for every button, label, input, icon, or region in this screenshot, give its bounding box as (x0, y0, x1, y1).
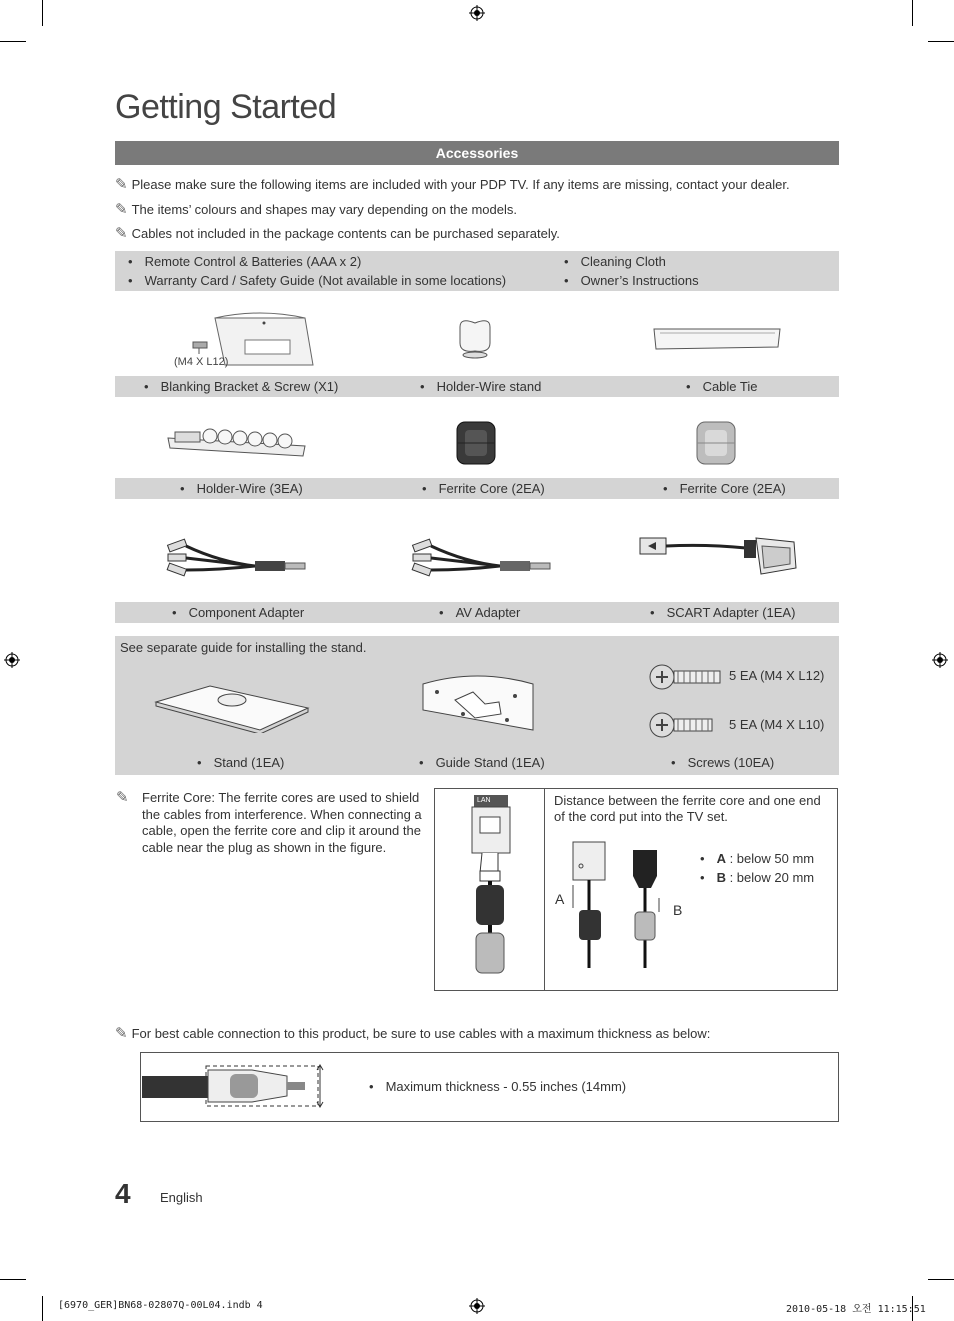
footer-date: 2010-05-18 오전 11:15:51 (786, 1304, 926, 1315)
note-2: ✎ The items’ colours and shapes may vary depending on the models. (115, 201, 517, 218)
spec-a: • A : below 50 mm (700, 851, 814, 866)
scart-adapter-image (636, 528, 801, 580)
crop-mark (0, 1279, 26, 1280)
list-item: • Cleaning Cloth (564, 254, 666, 269)
note-1: ✎ Please make sure the following items are included with your PDP TV. If any items are missing, contact your dealer. (115, 176, 790, 193)
av-adapter-image (405, 532, 555, 580)
registration-mark-icon (932, 652, 948, 668)
item-caption: • Stand (1EA) (197, 755, 284, 770)
stand-note: See separate guide for installing the stand. (120, 640, 367, 655)
cable-note: ✎ For best cable connection to this product, be sure to use cables with a maximum thickness as below: (115, 1025, 711, 1042)
registration-mark-icon (469, 5, 485, 21)
crop-mark (928, 1279, 954, 1280)
distance-text: Distance between the ferrite core and one end of the cord put into the TV set. (554, 793, 821, 824)
page-number: 4 (115, 1178, 131, 1209)
pencil-note-icon: ✎ (115, 201, 128, 218)
ferrite-note: Ferrite Core: The ferrite cores are used to shield the cables from interference. When connecting a cable, open the ferrite core and clip it around the cable near the plug as shown in the figure. (142, 790, 422, 855)
item-caption: • Ferrite Core (2EA) (663, 481, 786, 496)
crop-mark (912, 0, 913, 26)
crop-mark (0, 41, 26, 42)
lan-label: LAN (477, 797, 491, 804)
stand-image (150, 678, 315, 733)
ferrite-core-black-image (453, 418, 499, 468)
screw-l10-label: 5 EA (M4 X L10) (729, 717, 825, 732)
pencil-note-icon: ✎ (116, 789, 129, 806)
item-caption: • Holder-Wire stand (420, 379, 541, 394)
pencil-note-icon: ✎ (115, 176, 128, 193)
screw-l12-label: 5 EA (M4 X L12) (729, 668, 825, 683)
holder-wire-stand-image (450, 315, 500, 360)
item-caption: • Cable Tie (686, 379, 757, 394)
registration-mark-icon (469, 1298, 485, 1314)
footer-file: [6970_GER]BN68-02807Q-00L04.indb 4 (58, 1300, 263, 1311)
section-heading: Accessories (115, 141, 839, 165)
cable-plug-image (142, 1062, 332, 1112)
label-b: B (673, 902, 683, 918)
item-caption: • Holder-Wire (3EA) (180, 481, 303, 496)
item-caption: • Component Adapter (172, 605, 304, 620)
ferrite-distance-diagram (565, 840, 675, 970)
pencil-note-icon: ✎ (115, 1025, 128, 1042)
item-caption: • Guide Stand (1EA) (419, 755, 545, 770)
crop-mark (42, 0, 43, 26)
item-caption: • Blanking Bracket & Screw (X1) (144, 379, 338, 394)
page-title: Getting Started (115, 88, 337, 126)
crop-mark (42, 1296, 43, 1321)
label-a: A (555, 891, 565, 907)
lan-cable-image (460, 793, 520, 983)
divider (544, 788, 545, 991)
screw-l10-image (648, 707, 718, 743)
item-caption: • Screws (10EA) (671, 755, 774, 770)
screw-size-label: (M4 X L12) (174, 356, 229, 368)
pencil-note-icon: ✎ (115, 225, 128, 242)
list-item: • Remote Control & Batteries (AAA x 2) (128, 254, 361, 269)
component-adapter-image (160, 532, 310, 580)
note-3: ✎ Cables not included in the package contents can be purchased separately. (115, 225, 560, 242)
item-caption: • SCART Adapter (1EA) (650, 605, 795, 620)
spec-b: • B : below 20 mm (700, 870, 814, 885)
item-caption: • AV Adapter (439, 605, 520, 620)
list-item: • Warranty Card / Safety Guide (Not available in some locations) (128, 273, 506, 288)
guide-stand-image (415, 670, 540, 740)
holder-wire-image (165, 422, 310, 462)
language-label: English (160, 1190, 203, 1205)
screw-l12-image (648, 659, 724, 695)
ferrite-core-gray-image (693, 418, 739, 468)
registration-mark-icon (4, 652, 20, 668)
crop-mark (928, 41, 954, 42)
cable-tie-image (650, 325, 785, 353)
list-item: • Owner’s Instructions (564, 273, 699, 288)
max-thickness: • Maximum thickness - 0.55 inches (14mm) (369, 1079, 626, 1094)
item-caption: • Ferrite Core (2EA) (422, 481, 545, 496)
